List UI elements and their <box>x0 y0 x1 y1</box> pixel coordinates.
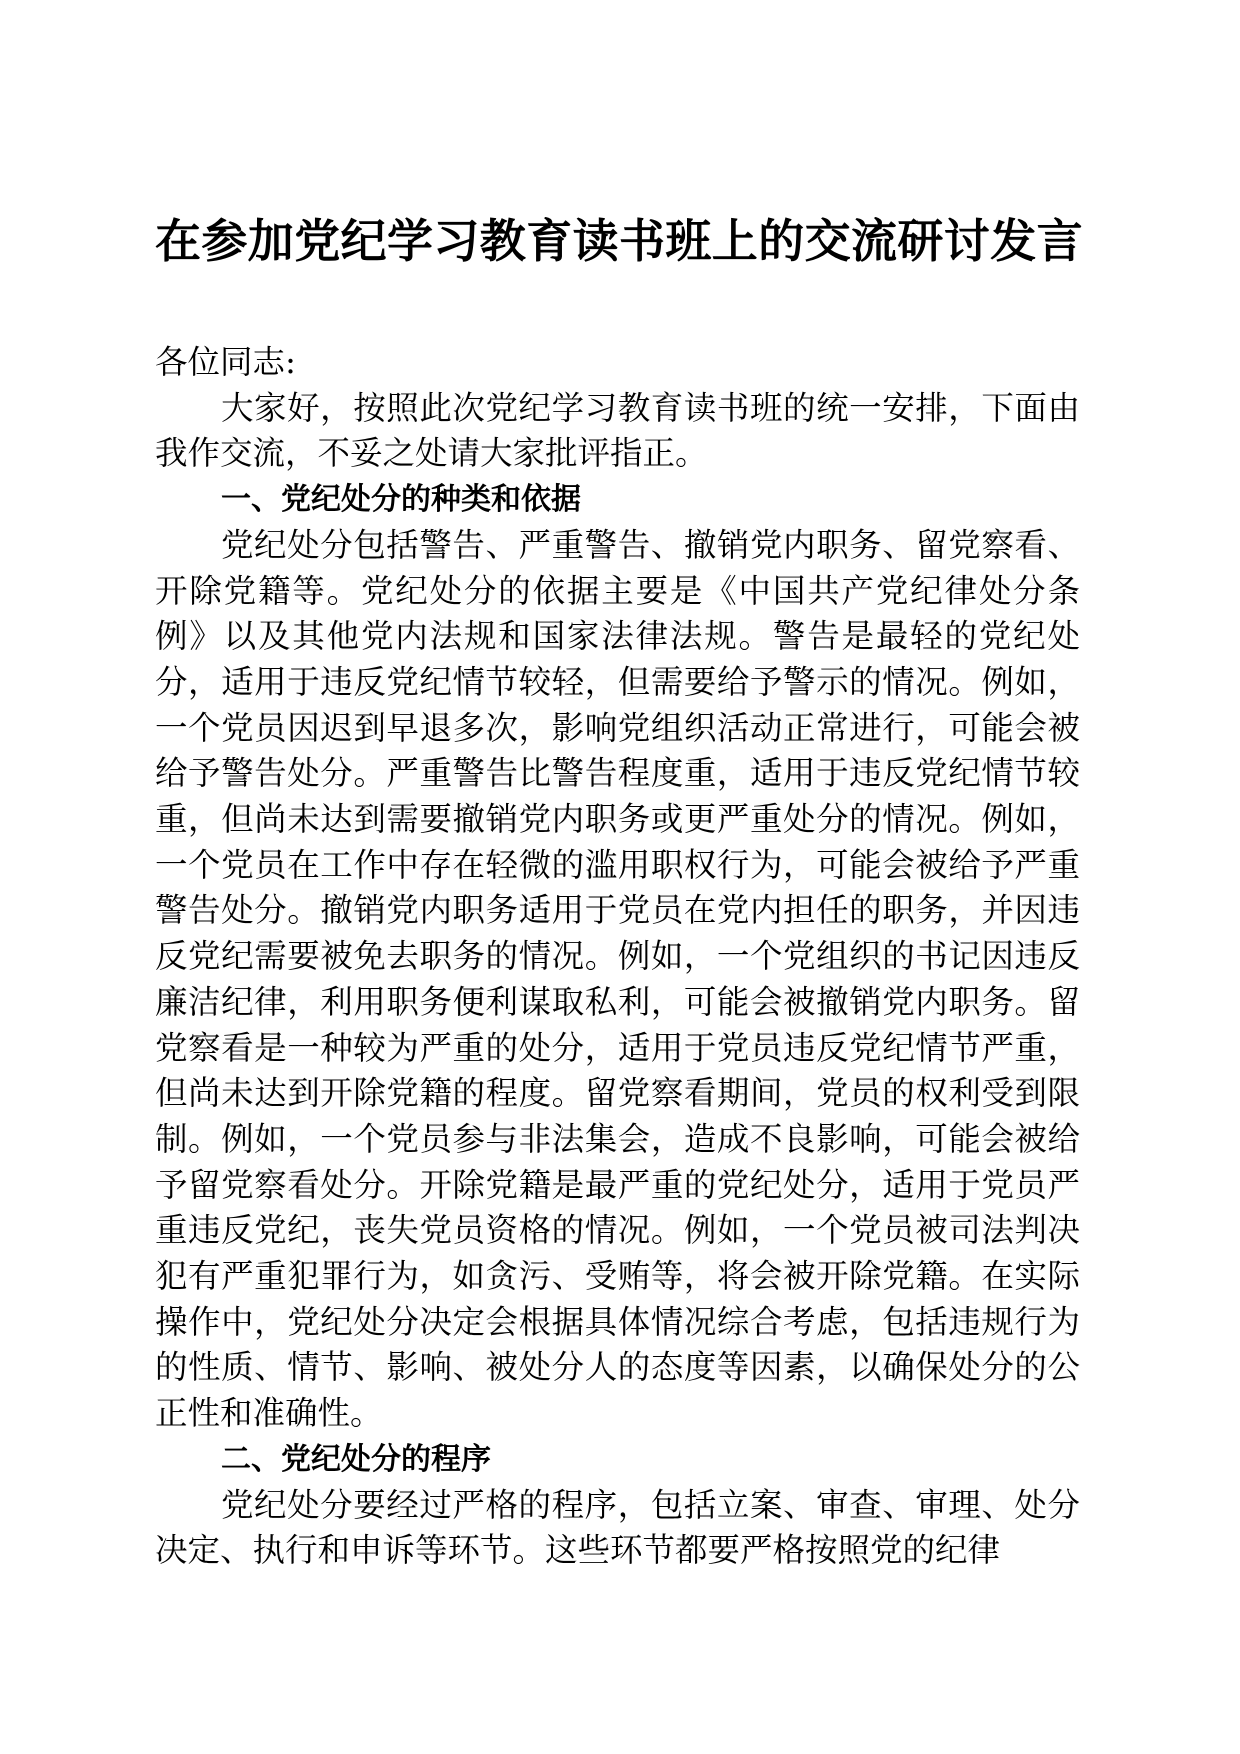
intro-paragraph: 大家好，按照此次党纪学习教育读书班的统一安排，下面由我作交流，不妥之处请大家批评指正。 <box>155 388 1080 473</box>
section-body-1: 党纪处分包括警告、严重警告、撤销党内职务、留党察看、开除党籍等。党纪处分的依据主要是《中国共产党纪律处分条例》以及其他党内法规和国家法律法规。警告是最轻的党纪处分，适用于违反党纪情节较轻，但需要给予警示的情况。例如，一个党员因迟到早退多次，影响党组织活动正常进行，可能会被给予警告处分。严重警告比警告程度重，适用于违反党纪情节较重，但尚未达到需要撤销党内职务或更严重处分的情况。例如，一个党员在工作中存在轻微的滥用职权行为，可能会被给予严重警告处分。撤销党内职务适用于党员在党内担任的职务，并因违反党纪需要被免去职务的情况。例如，一个党组织的书记因违反廉洁纪律，利用职务便利谋取私利，可能会被撤销党内职务。留党察看是一种较为严重的处分，适用于党员违反党纪情节严重，但尚未达到开除党籍的程度。留党察看期间，党员的权利受到限制。例如，一个党员参与非法集会，造成不良影响，可能会被给予留党察看处分。开除党籍是最严重的党纪处分，适用于党员严重违反党纪，丧失党员资格的情况。例如，一个党员被司法判决犯有严重犯罪行为，如贪污、受贿等，将会被开除党籍。在实际操作中，党纪处分决定会根据具体情况综合考虑，包括违规行为的性质、情节、影响、被处分人的态度等因素，以确保处分的公正性和准确性。 <box>155 525 1080 1433</box>
section-heading-2: 二、党纪处分的程序 <box>221 1441 491 1477</box>
document-title: 在参加党纪学习教育读书班上的交流研讨发言 <box>155 214 1083 268</box>
document-body <box>155 340 1080 1574</box>
section-body-2: 党纪处分要经过严格的程序，包括立案、审查、审理、处分决定、执行和申诉等环节。这些环节都要严格按照党的纪律 <box>155 1485 1080 1570</box>
section-heading-1: 一、党纪处分的种类和依据 <box>221 482 581 518</box>
salutation: 各位同志: <box>155 343 296 381</box>
